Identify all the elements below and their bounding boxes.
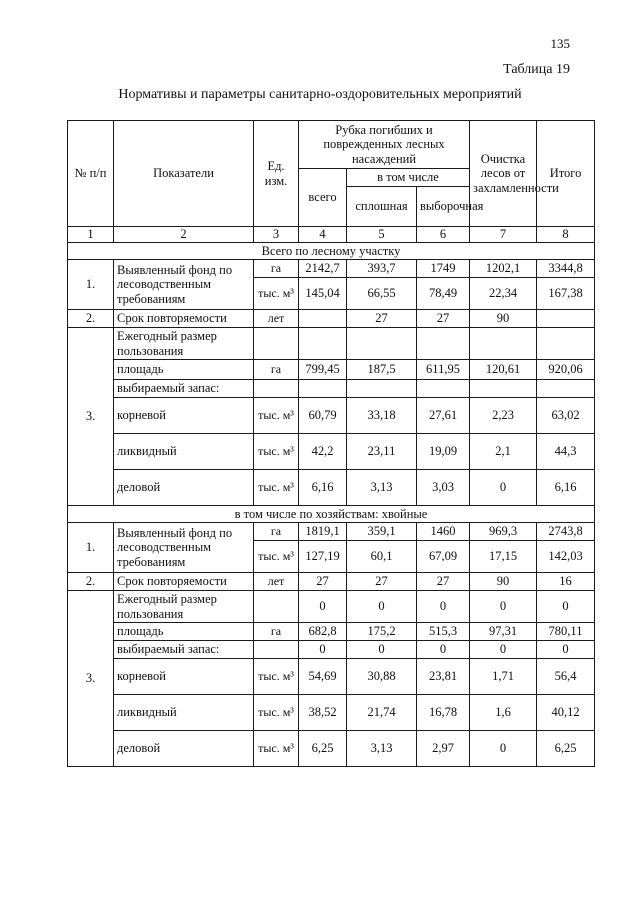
section-conifer — [68, 506, 595, 767]
table-row — [68, 328, 595, 360]
value-cell: 60,1 — [347, 541, 417, 573]
table-row — [68, 731, 595, 767]
header-num: № п/п — [68, 121, 114, 227]
value-cell: 2743,8 — [537, 523, 595, 541]
row-label: Ежегодный размер пользования — [114, 328, 254, 360]
row-label: Срок повторяемости — [114, 573, 254, 591]
row-label: выбираемый запас: — [114, 380, 254, 398]
value-cell: 0 — [537, 591, 595, 623]
value-cell: 6,25 — [537, 731, 595, 767]
row-label: площадь — [114, 623, 254, 641]
value-cell: 1819,1 — [299, 523, 347, 541]
table-row — [68, 360, 595, 380]
unit-cell — [254, 328, 299, 360]
value-cell: 27 — [417, 310, 470, 328]
value-cell: 969,3 — [470, 523, 537, 541]
value-cell: 27 — [299, 573, 347, 591]
header-cleanup: Очистка лесов от захламленности — [470, 121, 537, 227]
header-indicators: Показатели — [114, 121, 254, 227]
unit-cell: тыс. м³ — [254, 695, 299, 731]
row-label: деловой — [114, 731, 254, 767]
value-cell: 27,61 — [417, 398, 470, 434]
value-cell: 2,1 — [470, 434, 537, 470]
value-cell: 142,03 — [537, 541, 595, 573]
table-row — [68, 695, 595, 731]
value-cell: 27 — [347, 310, 417, 328]
value-cell: 23,81 — [417, 659, 470, 695]
row-index: 3. — [68, 328, 114, 506]
value-cell: 19,09 — [417, 434, 470, 470]
value-cell — [347, 380, 417, 398]
value-cell: 27 — [417, 573, 470, 591]
col-number: 5 — [347, 227, 417, 243]
value-cell: 16,78 — [417, 695, 470, 731]
row-label: деловой — [114, 470, 254, 506]
table-row — [68, 659, 595, 695]
col-number: 3 — [254, 227, 299, 243]
unit-cell: га — [254, 523, 299, 541]
value-cell: 0 — [537, 641, 595, 659]
value-cell: 3,13 — [347, 470, 417, 506]
unit-cell: лет — [254, 310, 299, 328]
value-cell: 97,31 — [470, 623, 537, 641]
row-label: Выявленный фонд по лесоводственным требованиям — [114, 260, 254, 310]
col-number: 1 — [68, 227, 114, 243]
value-cell: 2142,7 — [299, 260, 347, 278]
value-cell: 0 — [417, 641, 470, 659]
value-cell: 3,13 — [347, 731, 417, 767]
value-cell — [299, 310, 347, 328]
unit-cell — [254, 641, 299, 659]
value-cell: 22,34 — [470, 278, 537, 310]
unit-cell: тыс. м³ — [254, 731, 299, 767]
value-cell: 0 — [299, 591, 347, 623]
value-cell: 187,5 — [347, 360, 417, 380]
col-number: 8 — [537, 227, 595, 243]
table-row — [68, 260, 595, 278]
value-cell: 60,79 — [299, 398, 347, 434]
section-total — [68, 243, 595, 506]
value-cell: 0 — [470, 641, 537, 659]
unit-cell: тыс. м³ — [254, 278, 299, 310]
value-cell: 1,71 — [470, 659, 537, 695]
col-number: 4 — [299, 227, 347, 243]
value-cell: 6,16 — [299, 470, 347, 506]
col-number: 2 — [114, 227, 254, 243]
row-index: 1. — [68, 260, 114, 310]
value-cell: 0 — [347, 591, 417, 623]
value-cell: 682,8 — [299, 623, 347, 641]
header-felling: Рубка погибших и поврежденных лесных насаждений — [299, 121, 470, 169]
value-cell: 30,88 — [347, 659, 417, 695]
section-heading: Всего по лесному участку — [68, 243, 595, 260]
unit-cell: га — [254, 260, 299, 278]
value-cell: 0 — [417, 591, 470, 623]
row-label: корневой — [114, 659, 254, 695]
unit-cell: тыс. м³ — [254, 541, 299, 573]
column-numbers-row — [68, 227, 595, 243]
value-cell: 33,18 — [347, 398, 417, 434]
value-cell: 393,7 — [347, 260, 417, 278]
value-cell: 127,19 — [299, 541, 347, 573]
value-cell: 3,03 — [417, 470, 470, 506]
value-cell: 175,2 — [347, 623, 417, 641]
value-cell: 145,04 — [299, 278, 347, 310]
value-cell: 1460 — [417, 523, 470, 541]
unit-cell: лет — [254, 573, 299, 591]
table-row — [68, 523, 595, 541]
value-cell: 0 — [299, 641, 347, 659]
value-cell: 780,11 — [537, 623, 595, 641]
value-cell: 6,16 — [537, 470, 595, 506]
table-row — [68, 310, 595, 328]
value-cell: 66,55 — [347, 278, 417, 310]
value-cell: 167,38 — [537, 278, 595, 310]
col-number: 7 — [470, 227, 537, 243]
header-selective: выборочная — [417, 187, 470, 227]
value-cell: 17,15 — [470, 541, 537, 573]
value-cell — [299, 328, 347, 360]
value-cell: 56,4 — [537, 659, 595, 695]
row-label: корневой — [114, 398, 254, 434]
value-cell: 120,61 — [470, 360, 537, 380]
value-cell: 359,1 — [347, 523, 417, 541]
row-label: выбираемый запас: — [114, 641, 254, 659]
header-clear: сплошная — [347, 187, 417, 227]
value-cell: 0 — [347, 641, 417, 659]
row-label: Выявленный фонд по лесоводственным требованиям — [114, 523, 254, 573]
table-row — [68, 591, 595, 623]
value-cell — [417, 380, 470, 398]
value-cell — [537, 310, 595, 328]
value-cell: 0 — [470, 591, 537, 623]
value-cell: 23,11 — [347, 434, 417, 470]
value-cell — [299, 380, 347, 398]
table-row — [68, 623, 595, 641]
value-cell: 21,74 — [347, 695, 417, 731]
row-label: Срок повторяемости — [114, 310, 254, 328]
value-cell: 54,69 — [299, 659, 347, 695]
value-cell: 0 — [470, 470, 537, 506]
table-label: Таблица 19 — [503, 62, 570, 77]
table-row — [68, 380, 595, 398]
value-cell: 38,52 — [299, 695, 347, 731]
table-row — [68, 398, 595, 434]
value-cell: 611,95 — [417, 360, 470, 380]
value-cell: 1749 — [417, 260, 470, 278]
value-cell: 78,49 — [417, 278, 470, 310]
row-index: 2. — [68, 310, 114, 328]
row-label: ликвидный — [114, 434, 254, 470]
value-cell: 90 — [470, 573, 537, 591]
value-cell: 920,06 — [537, 360, 595, 380]
row-label: ликвидный — [114, 695, 254, 731]
value-cell: 0 — [470, 731, 537, 767]
header-including: в том числе — [347, 169, 470, 187]
value-cell: 2,23 — [470, 398, 537, 434]
unit-cell — [254, 591, 299, 623]
unit-cell: га — [254, 623, 299, 641]
value-cell: 90 — [470, 310, 537, 328]
value-cell: 1202,1 — [470, 260, 537, 278]
value-cell: 63,02 — [537, 398, 595, 434]
unit-cell: тыс. м³ — [254, 434, 299, 470]
value-cell: 67,09 — [417, 541, 470, 573]
table-row — [68, 470, 595, 506]
value-cell: 1,6 — [470, 695, 537, 731]
col-number: 6 — [417, 227, 470, 243]
unit-cell: тыс. м³ — [254, 398, 299, 434]
section-heading: в том числе по хозяйствам: хвойные — [68, 506, 595, 523]
value-cell: 2,97 — [417, 731, 470, 767]
value-cell: 40,12 — [537, 695, 595, 731]
header-unit: Ед. изм. — [254, 121, 299, 227]
value-cell: 42,2 — [299, 434, 347, 470]
value-cell — [537, 380, 595, 398]
row-label: площадь — [114, 360, 254, 380]
header-total-felling: всего — [299, 169, 347, 227]
unit-cell: тыс. м³ — [254, 659, 299, 695]
value-cell: 515,3 — [417, 623, 470, 641]
row-index: 1. — [68, 523, 114, 573]
value-cell: 3344,8 — [537, 260, 595, 278]
table-row — [68, 573, 595, 591]
value-cell: 16 — [537, 573, 595, 591]
value-cell: 27 — [347, 573, 417, 591]
value-cell — [470, 380, 537, 398]
value-cell — [537, 328, 595, 360]
row-index: 3. — [68, 591, 114, 767]
value-cell — [470, 328, 537, 360]
row-index: 2. — [68, 573, 114, 591]
sanitary-measures-table — [67, 120, 595, 767]
document-title: Нормативы и параметры санитарно-оздоровительных мероприятий — [118, 87, 522, 102]
page-number: 135 — [550, 36, 570, 51]
unit-cell — [254, 380, 299, 398]
header-grand-total: Итого — [537, 121, 595, 227]
value-cell — [417, 328, 470, 360]
value-cell: 6,25 — [299, 731, 347, 767]
value-cell — [347, 328, 417, 360]
value-cell: 799,45 — [299, 360, 347, 380]
unit-cell: тыс. м³ — [254, 470, 299, 506]
value-cell: 44,3 — [537, 434, 595, 470]
table-row — [68, 641, 595, 659]
unit-cell: га — [254, 360, 299, 380]
table-row — [68, 434, 595, 470]
row-label: Ежегодный размер пользования — [114, 591, 254, 623]
